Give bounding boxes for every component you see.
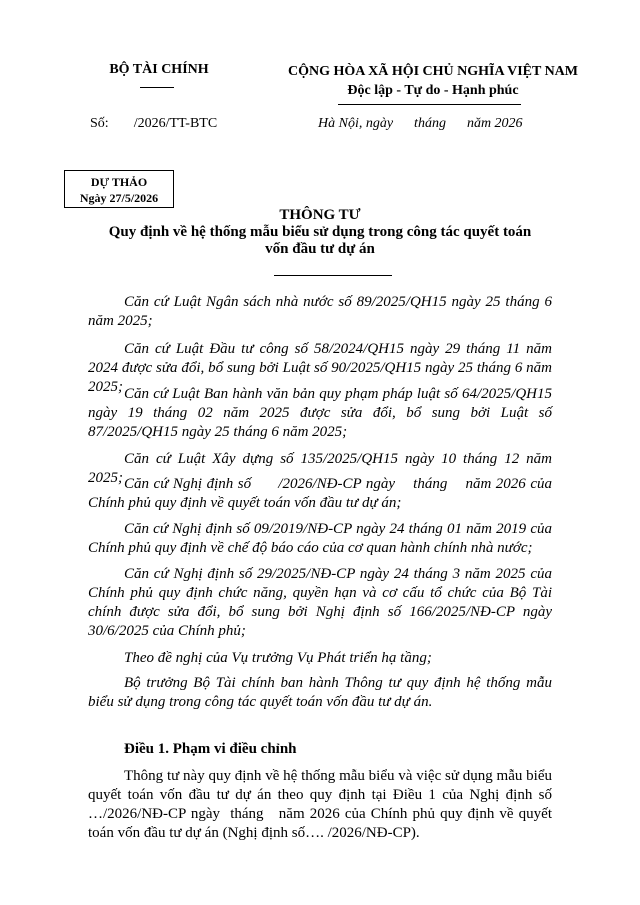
draft-stamp [64,170,174,208]
preamble-item-8: Theo đề nghị của Vụ trưởng Vụ Phát triển hạ tầng; [124,650,432,666]
place-date: Hà Nội, ngày tháng năm 2026 [318,116,523,131]
draft-date: Ngày 27/5/2026 [79,191,159,205]
ministry-name: BỘ TÀI CHÍNH [109,62,209,77]
number-label: Số: [90,116,109,131]
republic-line: CỘNG HÒA XÃ HỘI CHỦ NGHĨA VIỆT NAM [287,64,578,79]
subject-line-2: vốn đầu tư dự án [265,241,375,257]
title-underline [274,275,392,276]
preamble-item-2: Căn cứ Luật Đầu tư công số 58/2024/QH15 ngày 29 tháng 11 năm 2024 được sửa đổi, bổ sung bởi Luật số 90/2025/QH15 ngày 25 tháng 6 năm 2025; [88,341,552,395]
preamble-item-4: Căn cứ Luật Xây dựng số 135/2025/QH15 ngày 10 tháng 12 năm 2025; [88,451,552,486]
preamble-item-7: Căn cứ Nghị định số 29/2025/NĐ-CP ngày 24 tháng 3 năm 2025 của Chính phủ quy định chức năng, quyền hạn và cơ cấu tổ chức của Bộ Tài chính được sửa đổi, bổ sung bởi Nghị định số 166/2025/NĐ-CP ngày 30/6/2025 của Chính phủ; [88,566,552,639]
motto-underline [338,104,521,105]
preamble-item-5: Căn cứ Nghị định số /2026/NĐ-CP ngày tháng năm 2026 của Chính phủ quy định về quyết toán vốn đầu tư dự án; [88,476,556,511]
article-1-body: Thông tư này quy định về hệ thống mẫu biểu và việc sử dụng mẫu biểu quyết toán vốn đầu tư dự án theo quy định tại Điều 1 của Nghị định số …/2026/NĐ-CP ngày tháng năm 2026 của Chính phủ quy định về quyết toán vốn đầu tư dự án (Nghị định số…. /2026/NĐ-CP). [88,768,556,841]
preamble-item-3: Căn cứ Luật Ban hành văn bản quy phạm pháp luật số 64/2025/QH15 ngày 19 tháng 02 năm 2025 được sửa đổi, bổ sung bởi Luật số 87/2025/QH15 ngày 25 tháng 6 năm 2025; [88,386,552,440]
preamble-item-1: Căn cứ Luật Ngân sách nhà nước số 89/2025/QH15 ngày 25 tháng 6 năm 2025; [88,294,552,329]
doc-type: THÔNG TƯ [279,207,361,223]
preamble-item-9: Bộ trưởng Bộ Tài chính ban hành Thông tư quy định hệ thống mẫu biểu sử dụng trong công tác quyết toán vốn đầu tư dự án. [88,675,552,710]
ministry-underline [140,87,174,88]
article-1-heading: Điều 1. Phạm vi điều chỉnh [124,741,297,757]
republic-name [268,62,598,100]
document-number [90,116,217,132]
preamble-item-6: Căn cứ Nghị định số 09/2019/NĐ-CP ngày 24 tháng 01 năm 2019 của Chính phủ quy định về chế độ báo cáo của cơ quan hành chính nhà nước; [88,521,552,556]
subject-line-1: Quy định về hệ thống mẫu biểu sử dụng trong công tác quyết toán [108,224,532,240]
motto-line: Độc lập - Tự do - Hạnh phúc [347,83,519,98]
document-title [90,207,550,258]
draft-label: DỰ THẢO [90,175,148,189]
number-value: /2026/TT-BTC [133,116,218,131]
